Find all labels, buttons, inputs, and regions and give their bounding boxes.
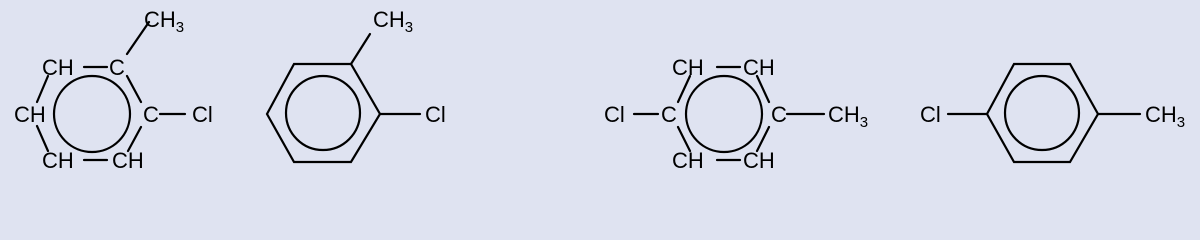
benzene-hexagon (267, 64, 380, 162)
chlorine-label: Cl (604, 102, 625, 127)
methyl-label: $CH_3$ (1145, 102, 1186, 131)
methyl-label: $CH_3$ (373, 7, 414, 36)
aromatic-ring-circle (1005, 76, 1079, 150)
atom-ch-bottom-left: CH (42, 148, 74, 173)
atom-c-top: C (109, 55, 125, 80)
atom-ch-bottom-right: CH (743, 148, 775, 173)
molecule-4-chlorotoluene-skeletal (920, 64, 1185, 162)
bond-ring-to-methyl (351, 34, 370, 64)
atom-ch-top-right: CH (743, 55, 775, 80)
atom-ch-left: CH (14, 102, 46, 127)
aromatic-ring-circle (54, 76, 130, 152)
chlorine-label: Cl (920, 102, 941, 127)
molecule-2-chlorotoluene-expanded (14, 7, 213, 173)
methyl-label: $CH_3$ (828, 102, 869, 131)
atom-ch-bottom-right: CH (112, 148, 144, 173)
atom-ch-top-left: CH (672, 55, 704, 80)
molecule-4-chlorotoluene-expanded (604, 55, 868, 173)
chlorine-label: Cl (425, 102, 446, 127)
atom-ch-top: CH (42, 55, 74, 80)
atom-ch-bottom-left: CH (672, 148, 704, 173)
chlorine-label: Cl (192, 102, 213, 127)
aromatic-ring-circle (286, 76, 360, 150)
benzene-hexagon (987, 64, 1098, 162)
atom-c-left: C (661, 102, 677, 127)
bond-c-top-c-right (127, 76, 141, 102)
molecule-2-chlorotoluene-skeletal (267, 7, 446, 162)
atom-c-right: C (771, 102, 787, 127)
methyl-label: $CH_3$ (144, 7, 185, 36)
aromatic-ring-circle (686, 76, 762, 152)
atom-c-right: C (143, 102, 159, 127)
